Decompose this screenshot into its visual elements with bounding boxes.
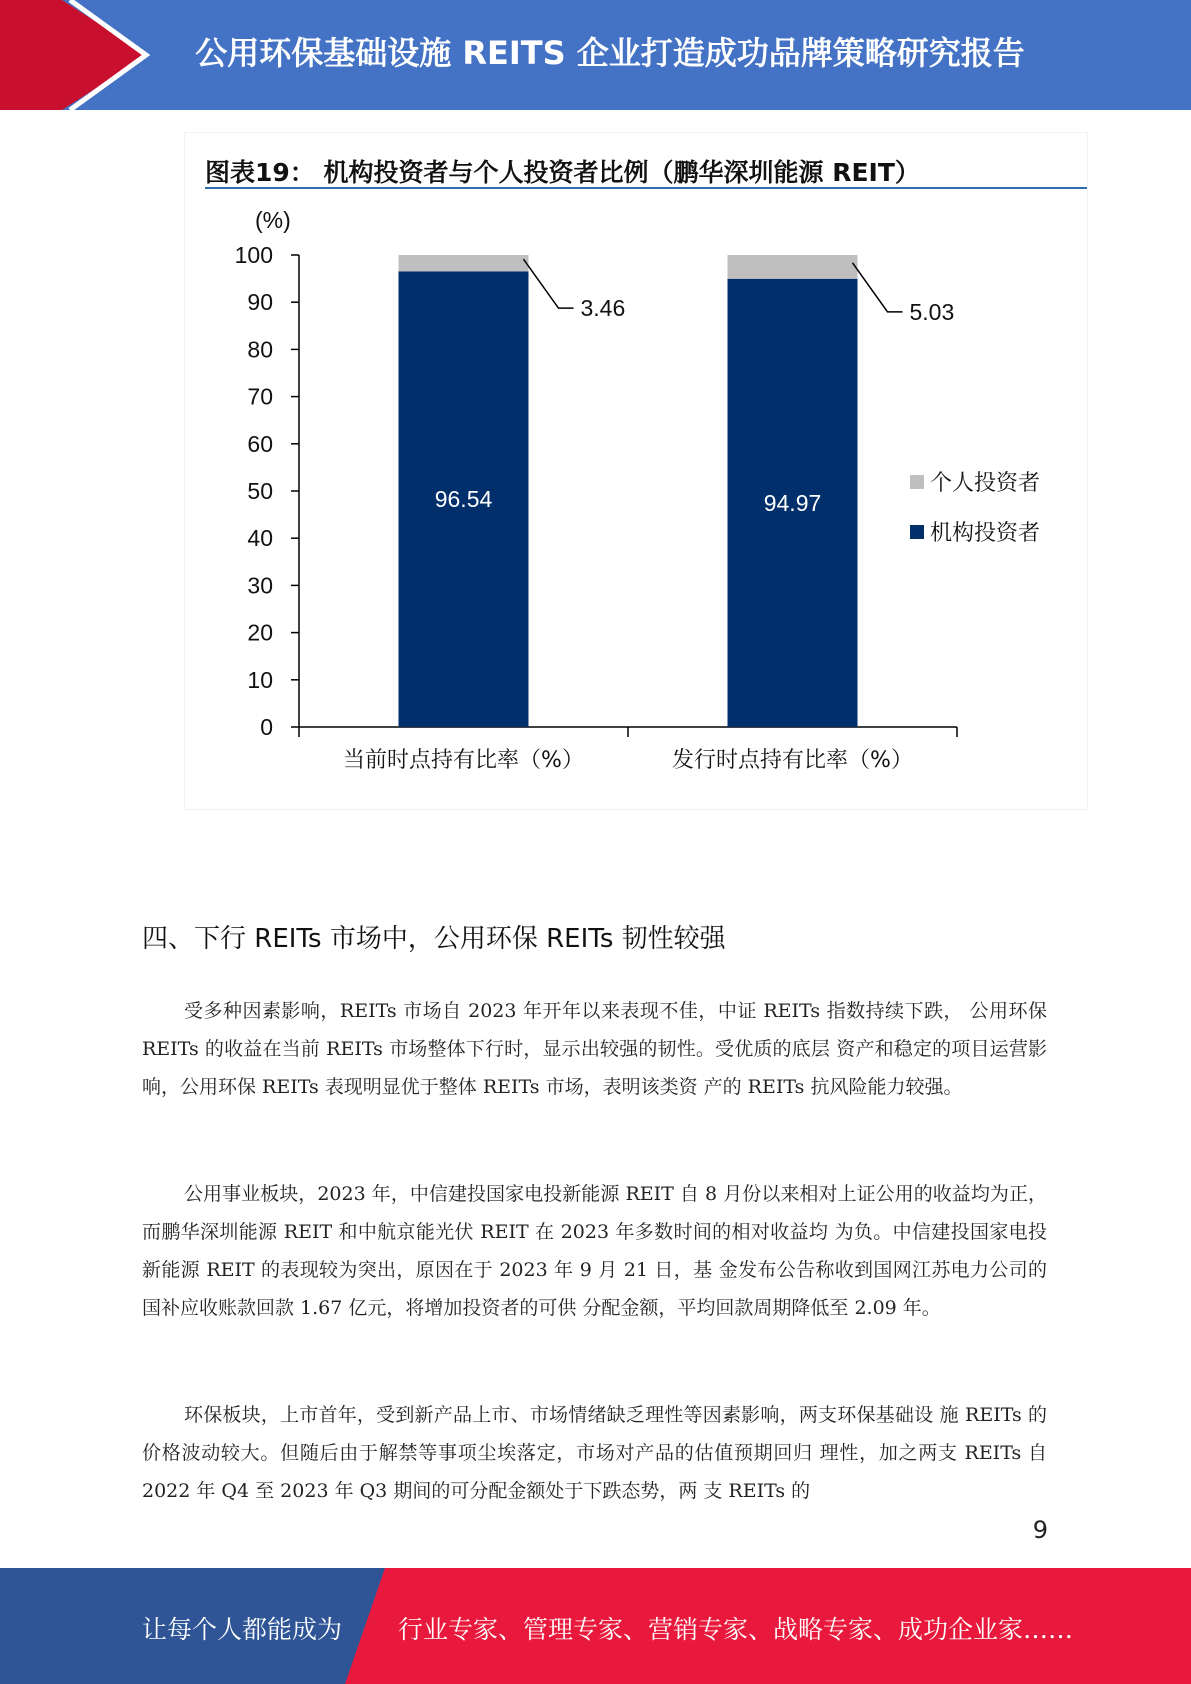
y-tick-label: 60 <box>247 430 273 457</box>
legend-label: 机构投资者 <box>930 521 1041 546</box>
y-tick-label: 80 <box>247 336 273 363</box>
report-title: 公用环保基础设施 REITS 企业打造成功品牌策略研究报告 <box>195 34 1025 72</box>
figure-title: 图表19： 机构投资者与个人投资者比例（鹏华深圳能源 REIT） <box>205 158 920 187</box>
x-category-label: 发行时点持有比率（%） <box>672 748 913 773</box>
y-tick-label: 40 <box>247 525 273 552</box>
data-label-institutional: 96.54 <box>434 486 493 513</box>
y-tick-label: 50 <box>247 478 273 504</box>
y-tick-label: 70 <box>247 383 273 410</box>
stacked-bar-chart <box>185 133 1087 809</box>
footer-banner <box>0 1568 1191 1684</box>
section-heading: 四、下行 REITs 市场中，公用环保 REITs 韧性较强 <box>142 924 726 954</box>
chart-figure <box>184 132 1088 810</box>
y-tick-label: 90 <box>247 289 273 316</box>
legend-label: 个人投资者 <box>930 471 1041 496</box>
y-tick-label: 10 <box>247 666 273 693</box>
bar-individual <box>399 255 529 271</box>
footer-slogan-right: 行业专家、管理专家、营销专家、战略专家、成功企业家…… <box>398 1615 1074 1644</box>
data-label-individual: 5.03 <box>909 298 955 325</box>
y-tick-label: 20 <box>247 619 273 646</box>
y-axis-unit-label: (%) <box>255 207 291 233</box>
leader-line <box>853 263 903 312</box>
y-tick-label: 30 <box>247 572 273 599</box>
footer-slogan-left: 让每个人都能成为 <box>142 1615 343 1644</box>
paragraph-2: 公用事业板块，2023 年，中信建投国家电投新能源 REIT 自 8 月份以来相对上证公用的收益均为正，而鹏华深圳能源 REIT 和中航京能光伏 REIT 在 2023 年多数时间的相对收益均 为负。中信建投国家电投新能源 REIT 的表现较为突出，原因在于 2023 年 9 月 21 日，基 金发布公告称收到国网江苏电力公司的国补应收账款回款 1.67 亿元，将增加投资者的可供 分配金额，平均回款周期降低至 2.09 年。 <box>142 1183 1047 1319</box>
x-category-label: 当前时点持有比率（%） <box>343 748 584 773</box>
paragraph-1: 受多种因素影响，REITs 市场自 2023 年开年以来表现不佳，中证 REITs 指数持续下跌， 公用环保 REITs 的收益在当前 REITs 市场整体下行时，显示出较强的韧性。受优质的底层 资产和稳定的项目运营影响，公用环保 REITs 表现明显优于整体 REITs 市场，表明该类资 产的 REITs 抗风险能力较强。 <box>142 1000 1047 1098</box>
data-label-institutional: 94.97 <box>763 489 822 516</box>
y-tick-label: 100 <box>234 242 273 268</box>
header-banner <box>0 0 1191 110</box>
data-label-individual: 3.46 <box>580 295 626 322</box>
header-red-chevron <box>0 0 150 110</box>
y-tick-label: 0 <box>260 714 273 740</box>
page-number: 9 <box>1032 1516 1048 1544</box>
legend-swatch <box>910 525 924 539</box>
bar-individual <box>728 255 858 279</box>
leader-line <box>524 259 574 308</box>
legend-swatch <box>910 475 924 489</box>
paragraph-3: 环保板块，上市首年，受到新产品上市、市场情绪缺乏理性等因素影响，两支环保基础设 施 REITs 的价格波动较大。但随后由于解禁等事项尘埃落定，市场对产品的估值预期回归 理性，加之两支 REITs 自 2022 年 Q4 至 2023 年 Q3 期间的可分配金额处于下跌态势，两 支 REITs 的 <box>142 1404 1047 1502</box>
